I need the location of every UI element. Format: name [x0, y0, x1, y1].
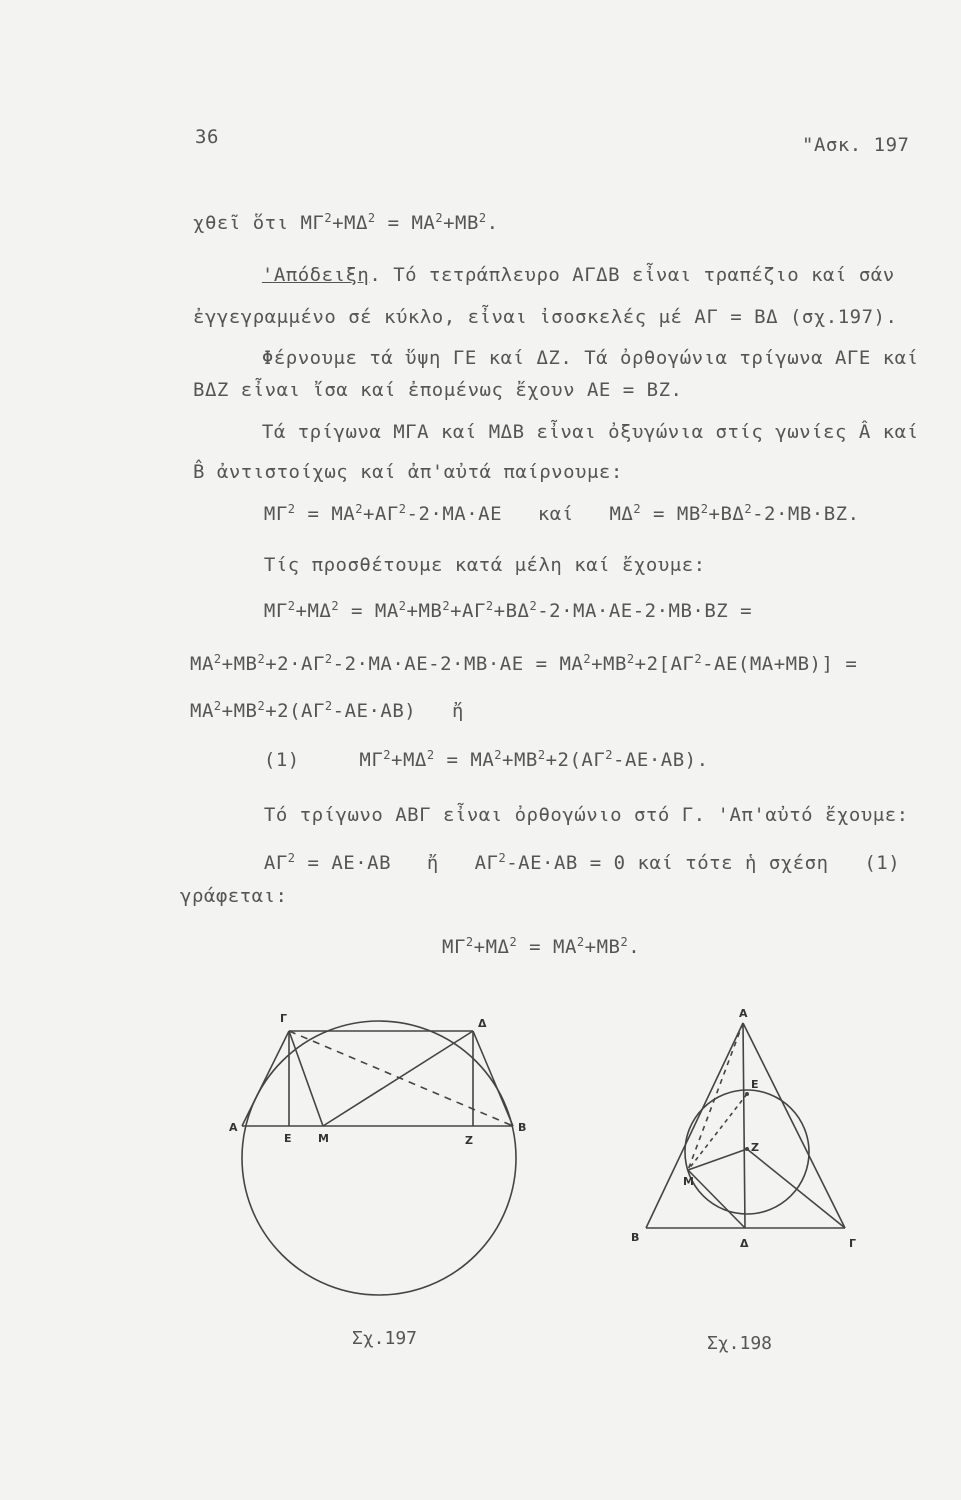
text-line: Φέρνουμε τά ὕψη ΓΕ καί ΔΖ. Τά ὀρθογώνια τρίγωνα ΑΓΕ καί	[238, 347, 919, 369]
exercise-reference: "Ασκ. 197	[802, 134, 910, 156]
text-line: Τό τρίγωνο ΑΒΓ εἶναι ὀρθογώνιο στό Γ. 'Απ'αὐτό ἔχουμε:	[240, 804, 909, 826]
text-line: B̂ ἀντιστοίχως καί ἀπ'αὐτά παίρνουμε:	[193, 461, 623, 483]
label-M: Μ	[683, 1175, 694, 1188]
text-line: $M\Gamma^2 = MA^2+A\Gamma^2-2\cdot MA\cdot AE$ καί $M\Delta^2 = MB^2+B\Delta^2-2\cdot MB\cdot BZ$.	[240, 502, 860, 525]
text-line: 'Απόδειξη. Τό τετράπλευρο ΑΓΔΒ εἶναι τραπέζιο καί σάν	[261, 264, 895, 286]
label-A: Α	[739, 1007, 748, 1020]
text-line: ἐγγεγραμμένο σέ κύκλο, εἶναι ἰσοσκελές μέ ΑΓ = ΒΔ (σχ.197).	[193, 306, 898, 328]
segment-ZG	[747, 1149, 845, 1228]
altitude-AD	[743, 1023, 745, 1228]
text-line: $MA^2+MB^2+2\cdot A\Gamma^2-2\cdot MA\cdot AE-2\cdot MB\cdot AE = MA^2+MB^2+2[A\Gamma^2-AE(MA+MB)]$ =	[190, 652, 858, 675]
label-D: Δ	[478, 1017, 487, 1030]
label-D: Δ	[740, 1237, 749, 1250]
label-Z: Ζ	[751, 1141, 759, 1154]
figure-198-caption: Σχ.198	[707, 1333, 773, 1354]
text-line: Τίς προσθέτουμε κατά μέλη καί ἔχουμε:	[240, 554, 706, 576]
point-Z	[745, 1147, 749, 1151]
side-AG	[743, 1023, 845, 1228]
text-line: $MA^2+MB^2+2(A\Gamma^2-AE\cdot AB)$ ἤ	[190, 699, 464, 722]
label-M: Μ	[318, 1132, 329, 1145]
text-line: Τά τρίγωνα ΜΓΑ καί ΜΔΒ εἶναι ὀξυγώνια στίς γωνίες Â καί	[238, 421, 919, 443]
segment-EM	[688, 1094, 747, 1170]
segment-MD	[688, 1170, 745, 1228]
label-E: Ε	[284, 1132, 292, 1145]
incircle	[685, 1090, 809, 1214]
label-B: Β	[631, 1231, 640, 1244]
label-G: Γ	[849, 1237, 857, 1250]
label-Z: Ζ	[465, 1134, 473, 1147]
text-line: $M\Gamma^2+M\Delta^2 = MA^2+MB^2+A\Gamma^2+B\Delta^2-2\cdot MA\cdot AE-2\cdot MB\cdot BZ$ =	[240, 599, 753, 622]
label-B: Β	[518, 1121, 527, 1134]
text-line: γράφεται:	[180, 885, 288, 907]
segment-AM	[688, 1023, 743, 1170]
text-line: ΒΔΖ εἶναι ἴσα καί ἐπομένως ἔχουν ΑΕ = ΒΖ.	[193, 379, 683, 401]
text-line: $A\Gamma^2 = AE\cdot AB$ ἤ $A\Gamma^2-AE\cdot AB = 0$ καί τότε ἡ σχέση (1)	[240, 851, 901, 874]
page-number: 36	[195, 126, 219, 148]
label-A: Α	[229, 1121, 238, 1134]
text-line: χθεῖ ὅτι $M\Gamma^2+M\Delta^2 = MA^2+MB^2$.	[193, 211, 499, 234]
point-E	[745, 1092, 749, 1096]
text-line: $M\Gamma^2+M\Delta^2 = MA^2+MB^2$.	[442, 935, 641, 958]
label-G: Γ	[280, 1012, 288, 1025]
label-E: Ε	[751, 1078, 759, 1091]
figure-197-caption: Σχ.197	[352, 1328, 418, 1349]
side-AB	[646, 1023, 743, 1228]
text-line: (1) $M\Gamma^2+M\Delta^2 = MA^2+MB^2+2(A\Gamma^2-AE\cdot AB)$.	[240, 748, 709, 771]
